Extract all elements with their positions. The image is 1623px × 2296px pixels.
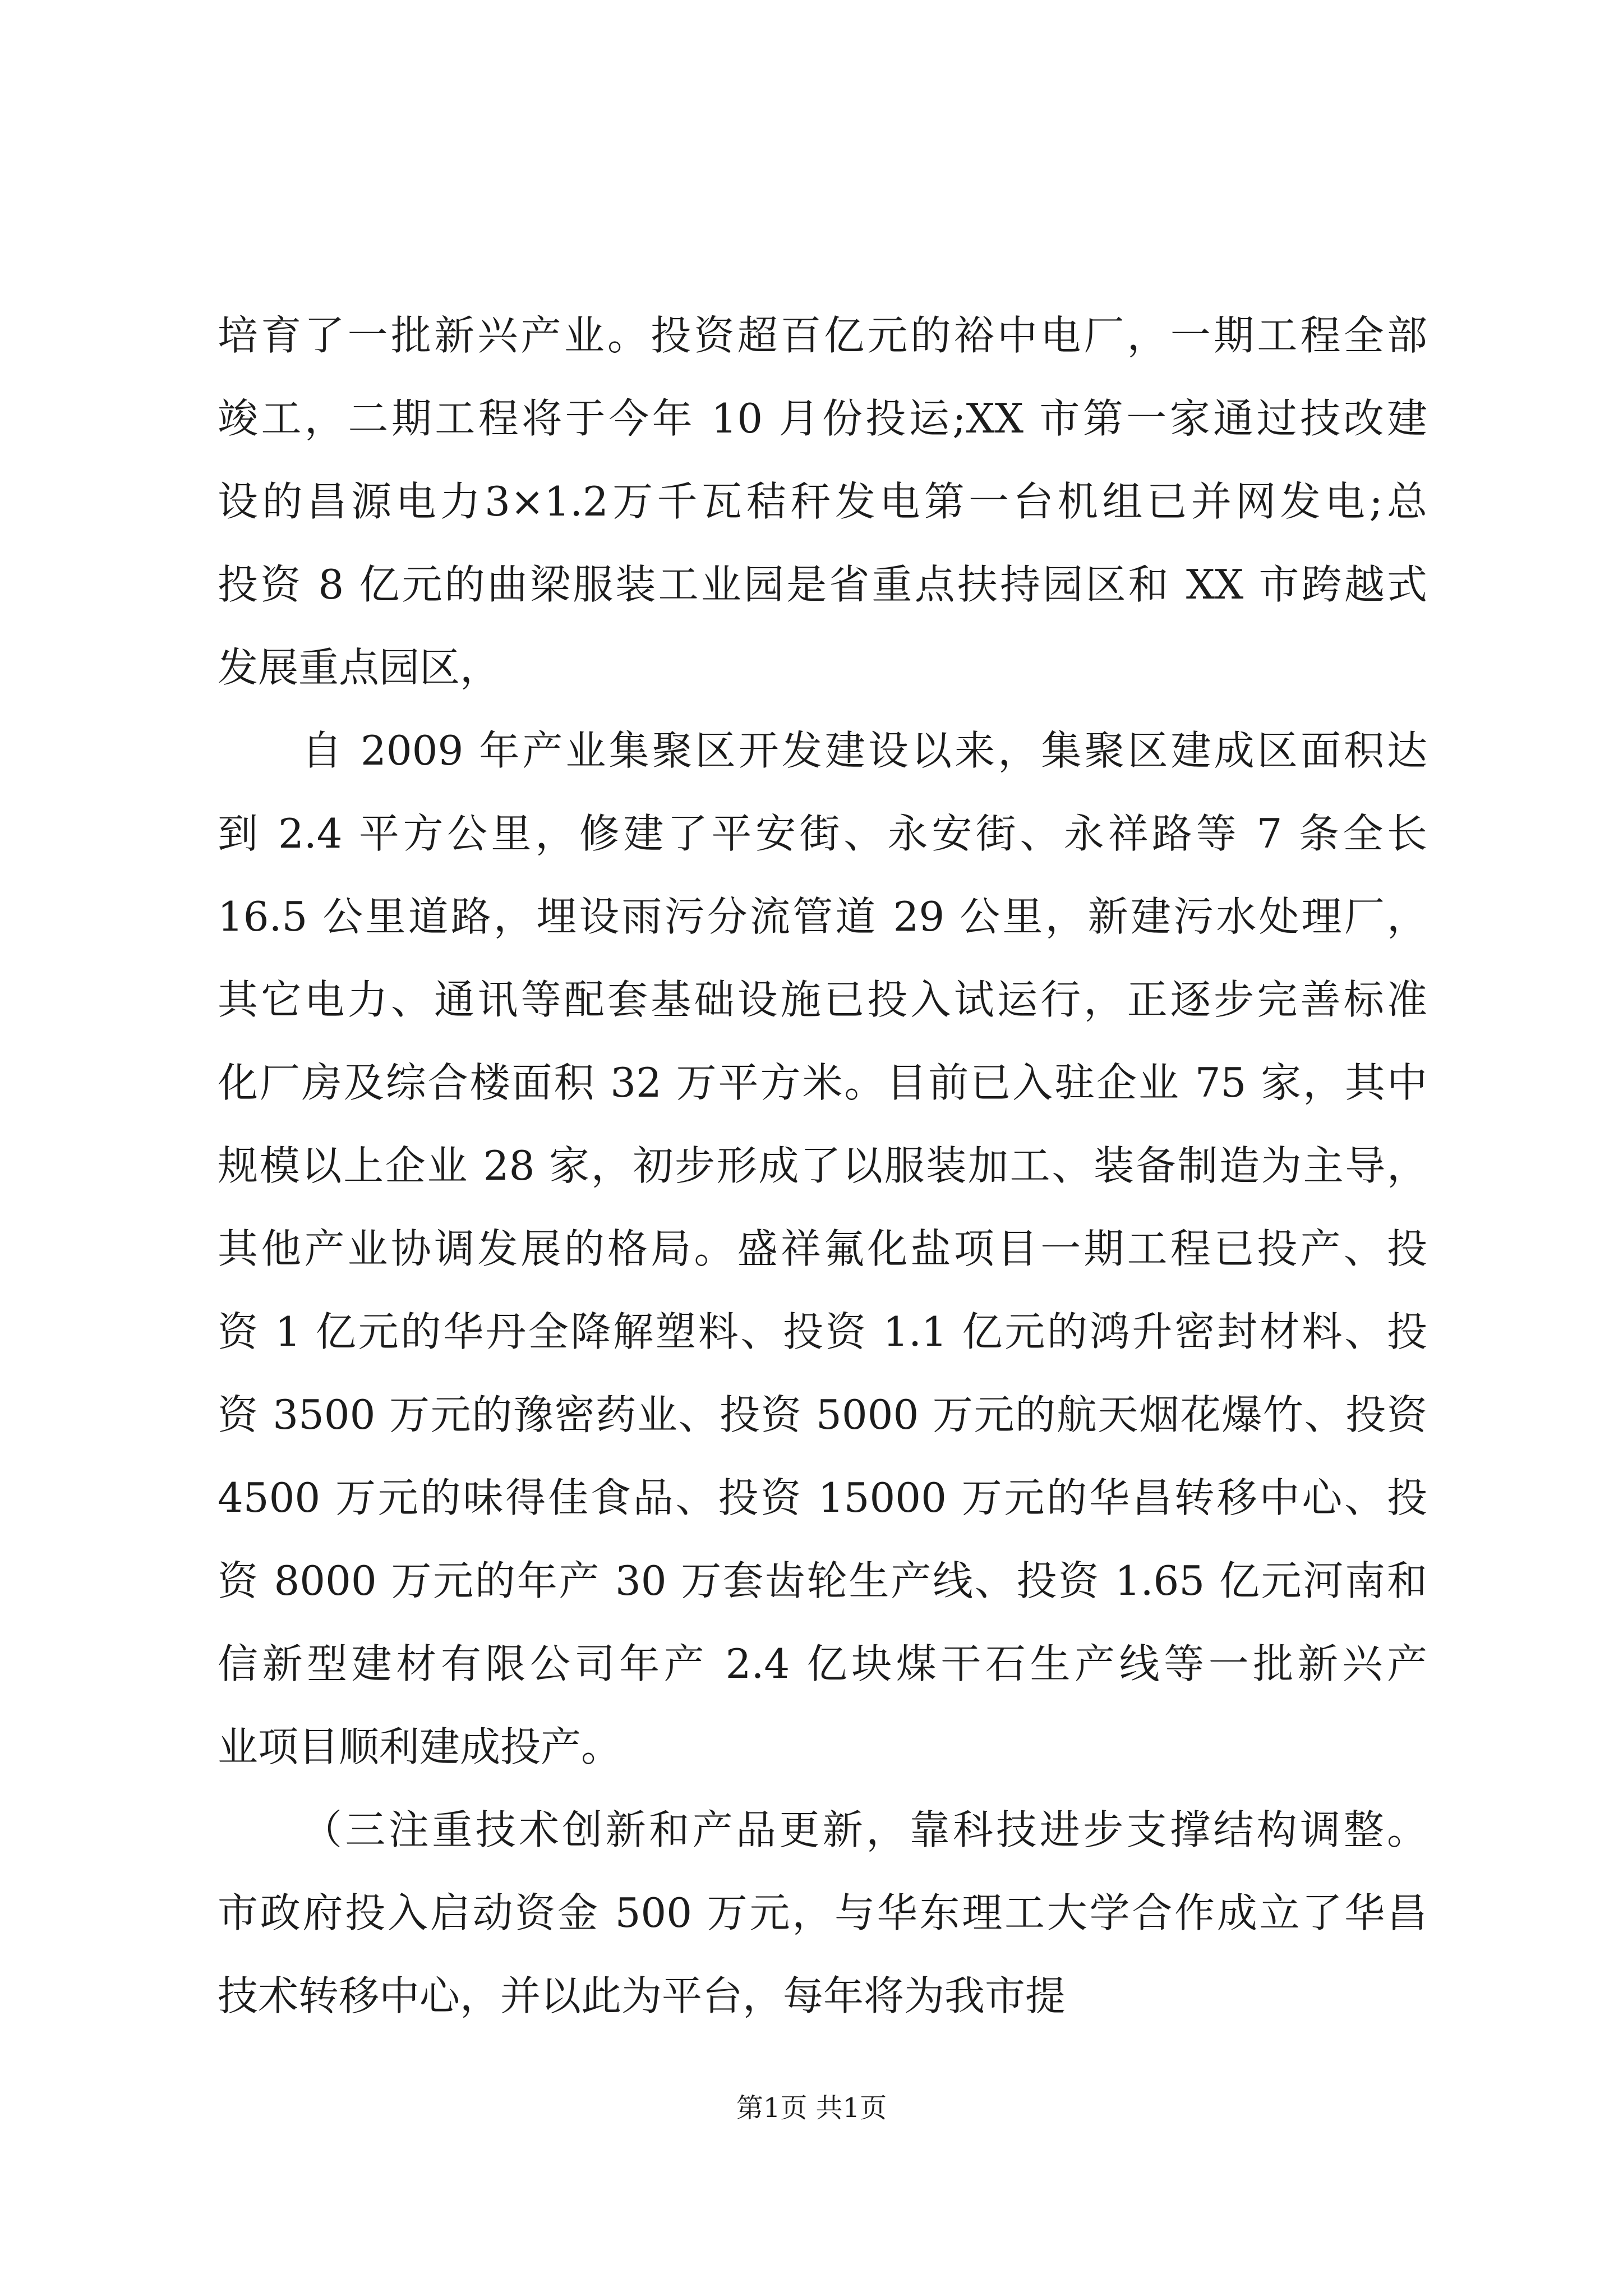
body-text <box>218 294 1427 2037</box>
text-line: 其它电力、通讯等配套基础设施已投入试运行，正逐步完善标准 <box>218 976 1427 1023</box>
text-line: 业项目顺利建成投产。 <box>218 1723 622 1770</box>
text-line: 信新型建材有限公司年产 2.4 亿块煤干石生产线等一批新兴产 <box>218 1640 1427 1687</box>
text-line: 设的昌源电力3×1.2万千瓦秸秆发电第一台机组已并网发电;总 <box>218 478 1427 525</box>
text-line: 投资 8 亿元的曲梁服装工业园是省重点扶持园区和 XX 市跨越式 <box>218 561 1427 608</box>
text-line: 其他产业协调发展的格局。盛祥氟化盐项目一期工程已投产、投 <box>218 1225 1427 1272</box>
text-line: 规模以上企业 28 家，初步形成了以服装加工、装备制造为主导， <box>218 1142 1427 1189</box>
text-line: 4500 万元的味得佳食品、投资 15000 万元的华昌转移中心、投 <box>218 1474 1427 1521</box>
text-line: 资 8000 万元的年产 30 万套齿轮生产线、投资 1.65 亿元河南和 <box>218 1557 1427 1604</box>
text-line: 市政府投入启动资金 500 万元，与华东理工大学合作成立了华昌 <box>218 1889 1427 1936</box>
text-line: 培育了一批新兴产业。投资超百亿元的裕中电厂，一期工程全部 <box>218 312 1427 359</box>
text-line: 技术转移中心，并以此为平台，每年将为我市提 <box>218 1972 1066 2019</box>
text-line: 化厂房及综合楼面积 32 万平方米。目前已入驻企业 75 家，其中 <box>218 1059 1427 1106</box>
text-line: 资 3500 万元的豫密药业、投资 5000 万元的航天烟花爆竹、投资 <box>218 1391 1427 1438</box>
paragraph-3 <box>218 1788 1427 2037</box>
text-line: 发展重点园区， <box>218 644 501 691</box>
text-line: 到 2.4 平方公里，修建了平安街、永安街、永祥路等 7 条全长 <box>218 810 1427 857</box>
page-footer: 第1页 共1页 <box>736 2092 887 2124</box>
text-line: （三注重技术创新和产品更新，靠科技进步支撑结构调整。 <box>302 1806 1427 1853</box>
paragraph-2 <box>218 709 1427 1788</box>
paragraph-1 <box>218 294 1427 709</box>
text-line: 资 1 亿元的华丹全降解塑料、投资 1.1 亿元的鸿升密封材料、投 <box>218 1308 1427 1355</box>
text-line: 竣工，二期工程将于今年 10 月份投运;XX 市第一家通过技改建 <box>218 395 1427 442</box>
text-line: 自 2009 年产业集聚区开发建设以来，集聚区建成区面积达 <box>302 727 1427 774</box>
text-line: 16.5 公里道路，埋设雨污分流管道 29 公里，新建污水处理厂， <box>218 893 1427 940</box>
